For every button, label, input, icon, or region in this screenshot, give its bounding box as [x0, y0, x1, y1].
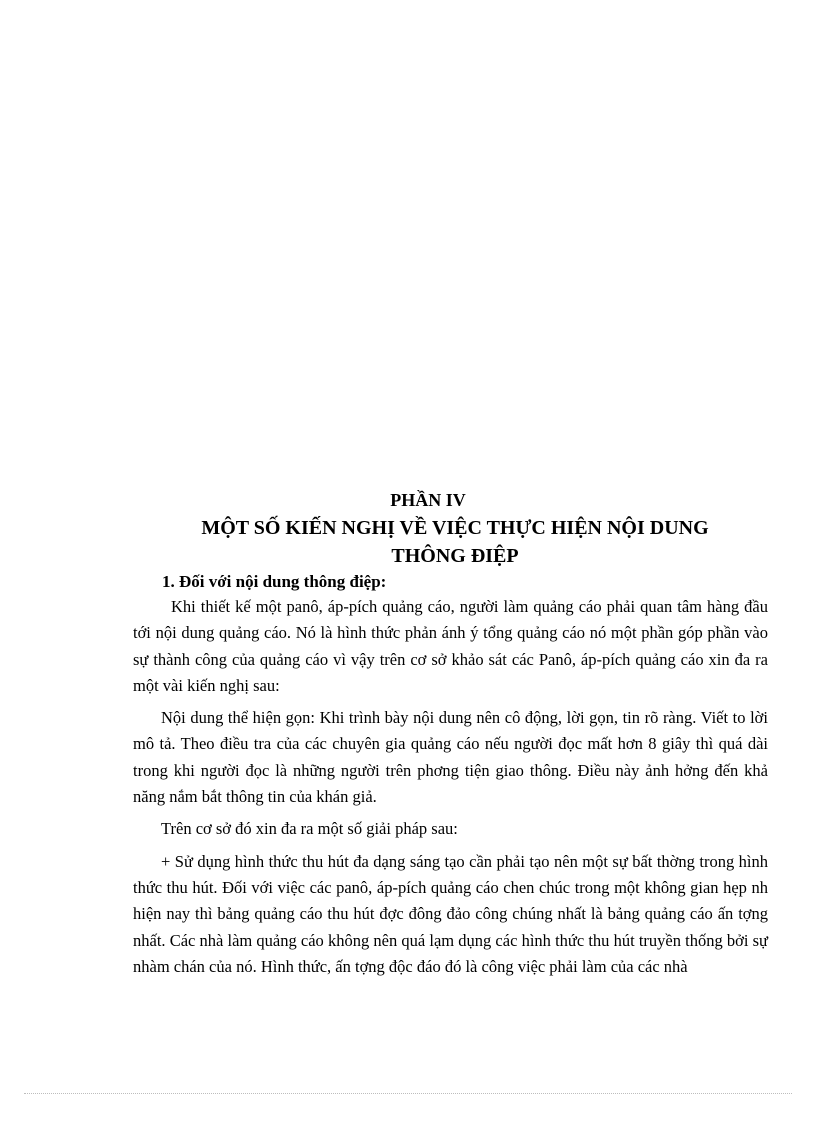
title-line-1: MỘT SỐ KIẾN NGHỊ VỀ VIỆC THỰC HIỆN NỘI DUNG — [201, 517, 709, 539]
document-title — [150, 514, 760, 570]
body-text — [133, 594, 768, 986]
section-heading: 1. Đối với nội dung thông điệp: — [162, 572, 387, 591]
page-bottom-divider — [24, 1093, 792, 1094]
paragraph: Nội dung thể hiện gọn: Khi trình bày nội dung nên cô động, lời gọn, tin rõ ràng. Viết to lời mô tả. Theo điều tra của các chuyên gia quảng cáo nếu người đọc mất hơn 8 giây thì quá dài trong khi người đọc là những người trên phơng tiện giao thông. Điều này ảnh hởng đến khả năng nắm bắt thông tin của khán giả. — [133, 708, 768, 807]
paragraph: + Sử dụng hình thức thu hút đa dạng sáng tạo cần phải tạo nên một sự bất thờng trong hình thức thu hút. Đối với việc các panô, áp-pích quảng cáo chen chúc trong một không gian hẹp nh hiện nay thì bảng quảng cáo thu hút đợc đông đảo công chúng nhất là bảng quảng cáo ấn tợng nhất. Các nhà làm quảng cáo không nên quá lạm dụng các hình thức thu hút truyền thống bởi sự nhàm chán của nó. Hình thức, ấn tợng độc đáo đó là công việc phải làm của các nhà — [133, 851, 768, 976]
part-label: PHẦN IV — [390, 490, 466, 510]
paragraph: Khi thiết kế một panô, áp-pích quảng cáo, người làm quảng cáo phải quan tâm hàng đầu tới nội dung quảng cáo. Nó là hình thức phản ánh ý tổng quảng cáo nó một phần góp phần vào sự thành công của quảng cáo vì vậy trên cơ sở khảo sát các Panô, áp-pích quảng cáo xin đa ra một vài kiến nghị sau: — [133, 597, 768, 695]
paragraph: Trên cơ sở đó xin đa ra một số giải pháp sau: — [161, 819, 458, 839]
title-line-2: THÔNG ĐIỆP — [391, 545, 519, 567]
